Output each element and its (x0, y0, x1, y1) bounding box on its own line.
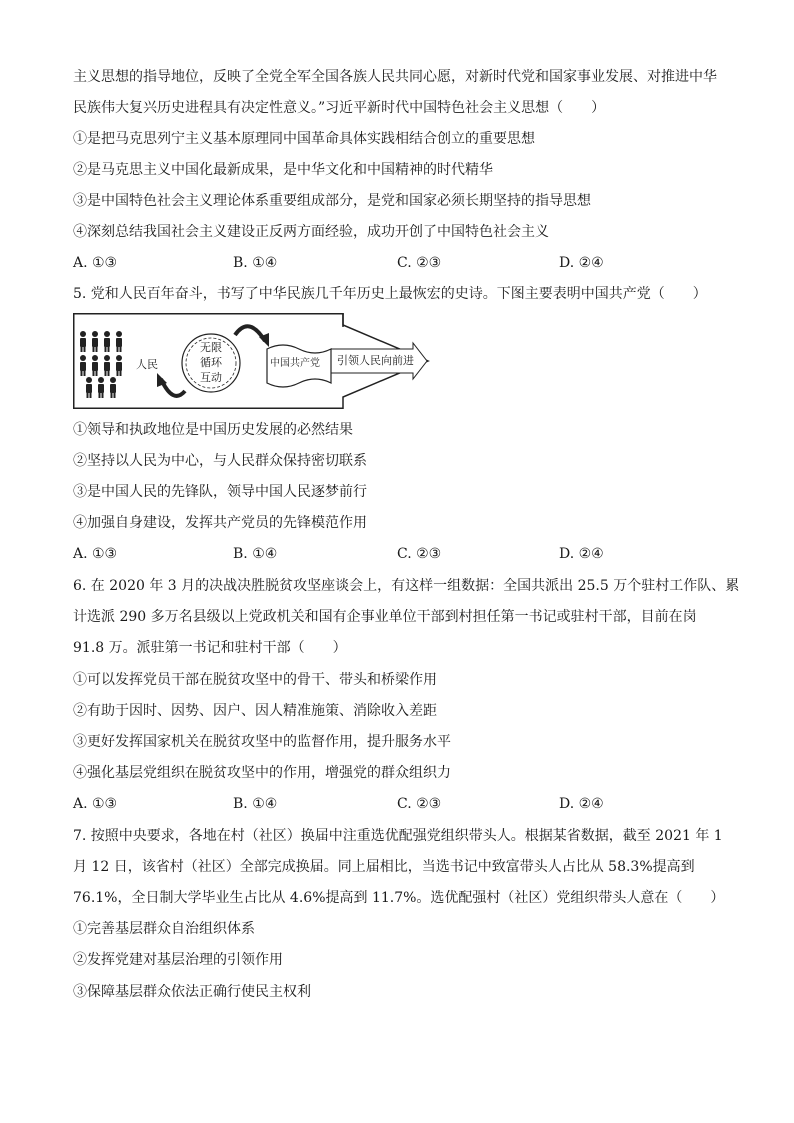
q4-item-3: ③是中国特色社会主义理论体系重要组成部分，是党和国家必须长期坚持的指导思想 (73, 193, 591, 209)
q5-option-a[interactable]: A. ①③ (73, 546, 118, 562)
q6-item-3: ③更好发挥国家机关在脱贫攻坚中的监督作用，提升服务水平 (73, 734, 451, 750)
q5-options (73, 544, 723, 564)
q4-option-c[interactable]: C. ②③ (397, 255, 442, 271)
label-circle-2: 循环 (200, 356, 222, 369)
q5-option-d[interactable]: D. ②④ (559, 546, 604, 562)
q5-option-c[interactable]: C. ②③ (397, 546, 442, 562)
q4-item-4: ④深刻总结我国社会主义建设正反两方面经验，成功开创了中国特色社会主义 (73, 224, 549, 240)
q6-option-d[interactable]: D. ②④ (559, 796, 604, 812)
party-people-diagram (73, 313, 433, 409)
q4-stem-line-1: 主义思想的指导地位，反映了全党全军全国各族人民共同心愿，对新时代党和国家事业发展、对推进中华 (73, 69, 717, 85)
q4-options (73, 253, 723, 273)
people-icon (80, 331, 122, 398)
q7-item-1: ①完善基层群众自治组织体系 (73, 921, 255, 937)
q5-option-b[interactable]: B. ①④ (233, 546, 278, 562)
q5-item-1: ①领导和执政地位是中国历史发展的必然结果 (73, 422, 353, 438)
q4-item-2: ②是马克思主义中国化最新成果，是中华文化和中国精神的时代精华 (73, 162, 493, 178)
q5-item-3: ③是中国人民的先锋队，领导中国人民逐梦前行 (73, 484, 367, 500)
upper-curve-arrow (235, 326, 265, 341)
q6-option-a[interactable]: A. ①③ (73, 796, 118, 812)
label-circle-1: 无限 (200, 341, 222, 354)
q6-stem-line-2: 计选派 290 多万名县级以上党政机关和国有企事业单位干部到村担任第一书记或驻村干部，目前在岗 (73, 609, 697, 625)
q6-option-c[interactable]: C. ②③ (397, 796, 442, 812)
q4-option-b[interactable]: B. ①④ (233, 255, 278, 271)
q6-item-1: ①可以发挥党员干部在脱贫攻坚中的骨干、带头和桥梁作用 (73, 672, 437, 688)
q7-stem-line-3: 76.1%，全日制大学毕业生占比从 4.6%提高到 11.7%。选优配强村（社区）党组织带头人意在（ ） (73, 890, 725, 906)
q5-item-4: ④加强自身建设，发挥共产党员的先锋模范作用 (73, 515, 367, 531)
q6-stem-line-3: 91.8 万。派驻第一书记和驻村干部（ ） (73, 640, 347, 656)
q5-stem: 5. 党和人民百年奋斗，书写了中华民族几千年历史上最恢宏的史诗。下图主要表明中国共产党（ ） (73, 286, 707, 302)
q6-options (73, 794, 723, 814)
label-party: 中国共产党 (270, 358, 320, 369)
q4-stem-line-2: 民族伟大复兴历史进程具有决定性意义。”习近平新时代中国特色社会主义思想（ ） (73, 100, 606, 116)
q6-stem-line-1: 6. 在 2020 年 3 月的决战决胜脱贫攻坚座谈会上，有这样一组数据：全国共派出 25.5 万个驻村工作队、累 (73, 578, 740, 594)
q7-stem-line-1: 7. 按照中央要求，各地在村（社区）换届中注重选优配强党组织带头人。根据某省数据，截至 2021 年 1 (73, 828, 723, 844)
q7-item-2: ②发挥党建对基层治理的引领作用 (73, 952, 283, 968)
label-circle-3: 互动 (200, 371, 222, 384)
q5-item-2: ②坚持以人民为中心，与人民群众保持密切联系 (73, 453, 367, 469)
q6-option-b[interactable]: B. ①④ (233, 796, 278, 812)
q4-item-1: ①是把马克思列宁主义基本原理同中国革命具体实践相结合创立的重要思想 (73, 131, 535, 147)
q7-item-3: ③保障基层群众依法正确行使民主权利 (73, 984, 311, 1000)
q4-option-d[interactable]: D. ②④ (559, 255, 604, 271)
q7-stem-line-2: 月 12 日，该省村（社区）全部完成换届。同上届相比，当选书记中致富带头人占比从 58.3%提高到 (73, 859, 695, 875)
q6-item-4: ④强化基层党组织在脱贫攻坚中的作用，增强党的群众组织力 (73, 765, 451, 781)
label-people: 人民 (136, 358, 158, 371)
q4-option-a[interactable]: A. ①③ (73, 255, 118, 271)
q6-item-2: ②有助于因时、因势、因户、因人精准施策、消除收入差距 (73, 703, 437, 719)
label-lead: 引领人民向前进 (337, 354, 414, 367)
